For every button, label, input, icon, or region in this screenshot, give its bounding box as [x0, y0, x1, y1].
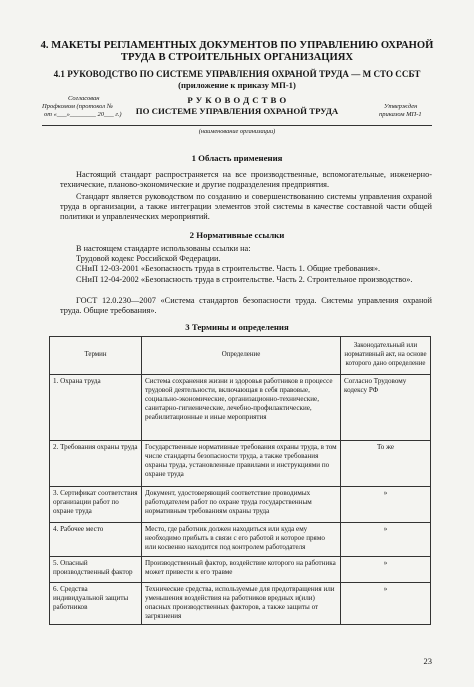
approval-order: приказом МП-1 — [379, 111, 422, 118]
section-heading: 4. МАКЕТЫ РЕГЛАМЕНТНЫХ ДОКУМЕНТОВ ПО УПРАВЛЕНИЮ ОХРАНОЙ ТРУДА В СТРОИТЕЛЬНЫХ ОРГАНИЗАЦИЯХ — [40, 40, 434, 64]
term-cell: 5. Опасный производственный фактор — [50, 557, 142, 583]
approved-label: Утвержден — [384, 103, 418, 110]
definition-cell: Технические средства, используемые для предотвращения или уменьшения воздействия на работников вредных и(или) опасных производственных факторов, а также защиты от загрязнения — [142, 583, 341, 625]
table-row — [50, 583, 431, 625]
source-cell: » — [341, 557, 431, 583]
table-row — [50, 557, 431, 583]
table-row — [50, 441, 431, 487]
term-cell: 1. Охрана труда — [50, 375, 142, 441]
source-cell: » — [341, 523, 431, 557]
page-number: 23 — [423, 656, 432, 666]
section-2-title: 2 Нормативные ссылки — [189, 230, 285, 240]
definition-cell: Система сохранения жизни и здоровья работников в процессе трудовой деятельности, включающая в себя правовые, социально-экономические, организационно-технические, санитарно-гигиенические, лечебно-профилактические, реабилитационные и иные мероприятия — [142, 375, 341, 441]
section-1-paragraph-2: Стандарт является руководством по созданию и совершенствованию системы управления охраной труда в организации, а также интеграции элементов этой системы в качестве составной части общей политики и управленческих мероприятий. — [60, 192, 432, 222]
term-cell: 2. Требования охраны труда — [50, 441, 142, 487]
document-subtitle: ПО СИСТЕМЕ УПРАВЛЕНИЯ ОХРАНОЙ ТРУДА — [135, 106, 339, 116]
section-3-title: 3 Термины и определения — [185, 322, 289, 332]
definition-cell: Место, где работник должен находиться или куда ему необходимо прибыть в связи с его работой и которое прямо или косвенно находится под контролем работодателя — [142, 523, 341, 557]
term-cell: 3. Сертификат соответствия организации работ по охране труда — [50, 487, 142, 523]
appendix-note: (приложение к приказу МП-1) — [178, 80, 296, 90]
subsection-heading: 4.1 РУКОВОДСТВО ПО СИСТЕМЕ УПРАВЛЕНИЯ ОХРАНОЙ ТРУДА — М СТО ССБТ — [53, 69, 421, 79]
column-header-source: Законодательный или нормативный акт, на основе которого дано определение — [341, 337, 431, 375]
source-cell: » — [341, 487, 431, 523]
section-1-paragraph-1: Настоящий стандарт распространяется на все производственные, вспомогательные, инженерно-технические, планово-экономические и другие подразделения предприятия. — [60, 170, 432, 190]
reference-item: СНиП 12-03-2001 «Безопасность труда в строительстве. Часть 1. Общие требования». — [76, 264, 381, 273]
table-header-row — [50, 337, 431, 375]
table-row — [50, 375, 431, 441]
definition-cell: Документ, удостоверяющий соответствие проводимых работодателем работ по охране труда государственным нормативным требованиям охраны труда — [142, 487, 341, 523]
reference-item: ГОСТ 12.0.230—2007 «Система стандартов безопасности труда. Системы управления охраной труда. Общие требования». — [60, 296, 432, 316]
column-header-term: Термин — [50, 337, 142, 375]
source-cell: Согласно Трудовому кодексу РФ — [341, 375, 431, 441]
source-cell: » — [341, 583, 431, 625]
definition-cell: Производственный фактор, воздействие которого на работника может привести к его травме — [142, 557, 341, 583]
column-header-definition: Определение — [142, 337, 341, 375]
organization-line — [42, 125, 432, 126]
agreement-date: от «___»________ 20___ г.) — [44, 111, 122, 118]
document-title: Р У К О В О Д С Т В О — [187, 95, 287, 105]
organization-caption: (наименование организации) — [198, 128, 276, 135]
definition-cell: Государственные нормативные требования охраны труда, в том числе стандарты безопасности труда, а также требования охраны труда, установленные правилами и инструкциями по охране труда — [142, 441, 341, 487]
agreed-label: Согласован — [68, 95, 100, 102]
reference-item: Трудовой кодекс Российской Федерации. — [76, 254, 221, 263]
terms-table — [49, 336, 431, 625]
references-intro: В настоящем стандарте использованы ссылки на: — [76, 244, 251, 253]
section-1-title: 1 Область применения — [191, 153, 283, 163]
table-row — [50, 487, 431, 523]
trade-union-protocol: Профкомом (протокол № — [42, 103, 113, 110]
reference-item: СНиП 12-04-2002 «Безопасность труда в строительстве. Часть 2. Строительное производство». — [76, 275, 413, 284]
term-cell: 6. Средства индивидуальной защиты работников — [50, 583, 142, 625]
source-cell: То же — [341, 441, 431, 487]
term-cell: 4. Рабочее место — [50, 523, 142, 557]
table-row — [50, 523, 431, 557]
